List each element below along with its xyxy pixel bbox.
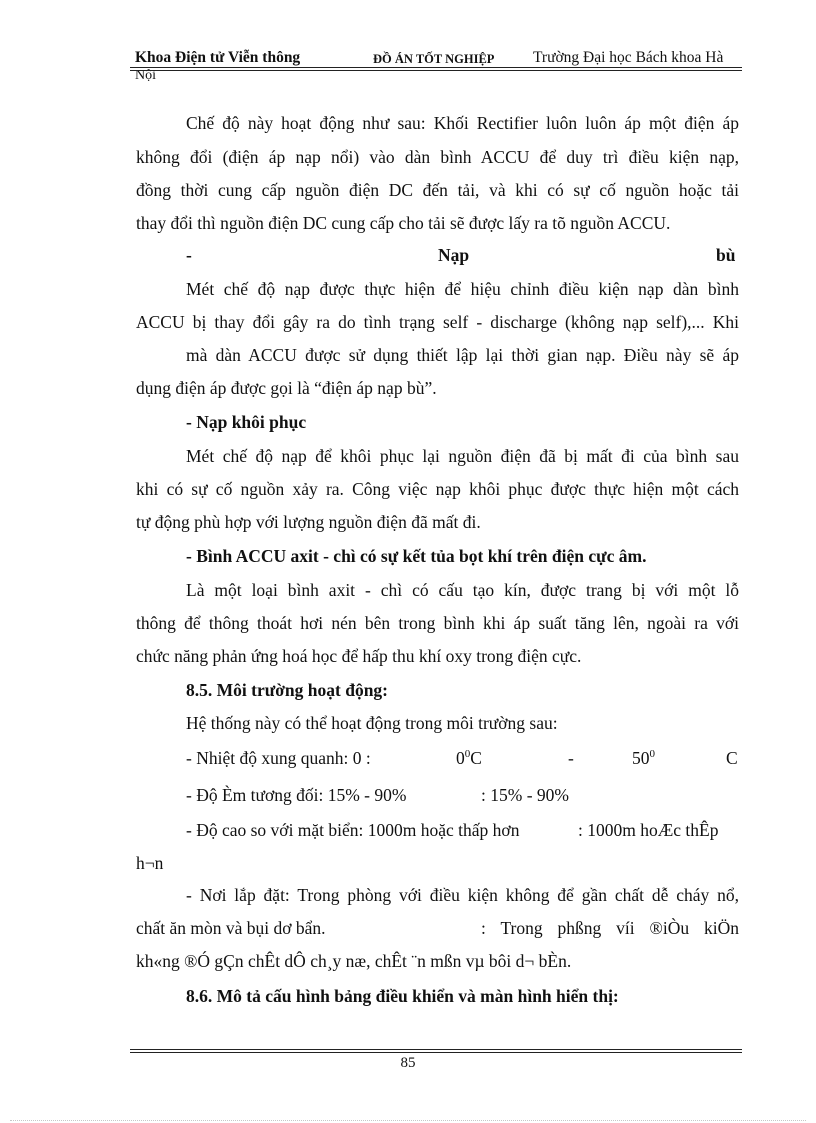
temp-label: - Nhiệt độ xung quanh: 0 : — [186, 748, 371, 768]
heading-napbu-dash: - — [186, 245, 192, 265]
para-line: chức năng phản ứng hoá học để hấp thu khí oxy trong điện cực. — [136, 646, 582, 666]
humidity-repeat: : 15% - 90% — [481, 785, 569, 805]
para-line: thông để thông thoát hơi nén bên trong bình khi áp suất tăng lên, ngoài ra với — [136, 613, 739, 633]
para-line: mà dàn ACCU được sử dụng thiết lập lại thời gian nạp. Điều này sẽ áp — [186, 345, 739, 365]
footer-rule-2 — [130, 1052, 742, 1053]
heading-napbu-word2: bù — [716, 245, 736, 265]
temp-min: $0^0C$ — [456, 748, 482, 768]
para-line: Chế độ này hoạt động như sau: Khối Rectifier luôn luôn áp một điện áp — [186, 113, 739, 133]
para-line: dụng điện áp được gọi là “điện áp nạp bù”. — [136, 378, 437, 398]
temp-dash: - — [568, 748, 574, 768]
place-line-c: kh«ng ®Ó gÇn chÊt dÔ ch¸y næ, chÊt ¨n mßn vµ bôi d¬ bÈn. — [136, 951, 572, 971]
para-line: tự động phù hợp với lượng nguồn điện đã mất đi. — [136, 512, 481, 532]
header-rule — [130, 67, 742, 68]
temp-max: $50^0$ — [632, 748, 655, 768]
heading-napbu-word1: Nạp — [438, 245, 470, 265]
para-line: Hệ thống này có thể hoạt động trong môi trường sau: — [186, 713, 558, 733]
altitude-repeat: : 1000m hoÆc thÊp — [578, 820, 719, 840]
header-title: ĐỒ ÁN TỐT NGHIỆP — [373, 52, 495, 66]
header-university: Trường Đại học Bách khoa Hà — [533, 49, 724, 66]
header-department: Khoa Điện tử Viễn thông — [135, 49, 301, 66]
para-line: đồng thời cung cấp nguồn điện DC đến tải, và khi có sự cố nguồn hoặc tải — [136, 180, 739, 200]
para-line: ACCU bị thay đổi gây ra do tình trạng self - discharge (không nạp self),... Khi — [136, 312, 739, 332]
heading-8-5: 8.5. Môi trường hoạt động: — [186, 680, 389, 700]
para-line: khi có sự cố nguồn xảy ra. Công việc nạp khôi phục được thực hiện một cách — [136, 479, 739, 499]
para-line: Mét chế độ nạp được thực hiện để hiệu chỉnh điều kiện nạp dàn bình — [186, 279, 739, 299]
para-line: Mét chế độ nạp để khôi phục lại nguồn điện đã bị mất đi của bình sau — [186, 446, 739, 466]
footer-rule — [130, 1049, 742, 1050]
altitude-label: - Độ cao so với mặt biển: 1000m hoặc thấp hơn — [186, 820, 520, 840]
header-university-wrap: Nội — [135, 68, 156, 83]
altitude-wrap: h¬n — [136, 853, 164, 873]
para-line: không đổi (điện áp nạp nổi) vào dàn bình ACCU để duy trì điều kiện nạp, — [136, 147, 739, 167]
place-line-b: : Trong phßng víi ®iÒu kiÖn — [481, 918, 739, 938]
place-line-a: chất ăn mòn và bụi dơ bẩn. — [136, 918, 326, 938]
heading-binh-accu: - Bình ACCU axit - chì có sự kết tủa bọt khí trên điện cực âm. — [186, 546, 647, 566]
humidity-label: - Độ Èm tương đối: 15% - 90% — [186, 785, 407, 805]
para-line: Là một loại bình axit - chì có cấu tạo kín, được trang bị với một lỗ — [186, 580, 739, 600]
heading-khoiphuc: - Nạp khôi phục — [186, 412, 307, 432]
para-line: thay đổi thì nguồn điện DC cung cấp cho tải sẽ được lấy ra tõ nguồn ACCU. — [136, 213, 671, 233]
header-rule-2 — [130, 70, 742, 71]
temp-unit: C — [726, 748, 738, 768]
para-line: - Nơi lắp đặt: Trong phòng với điều kiện không để gần chất dễ cháy nổ, — [186, 885, 739, 905]
page-number: 85 — [400, 1055, 416, 1071]
heading-8-6: 8.6. Mô tả cấu hình bảng điều khiển và màn hình hiển thị: — [186, 986, 619, 1006]
page-edge — [10, 1120, 806, 1121]
